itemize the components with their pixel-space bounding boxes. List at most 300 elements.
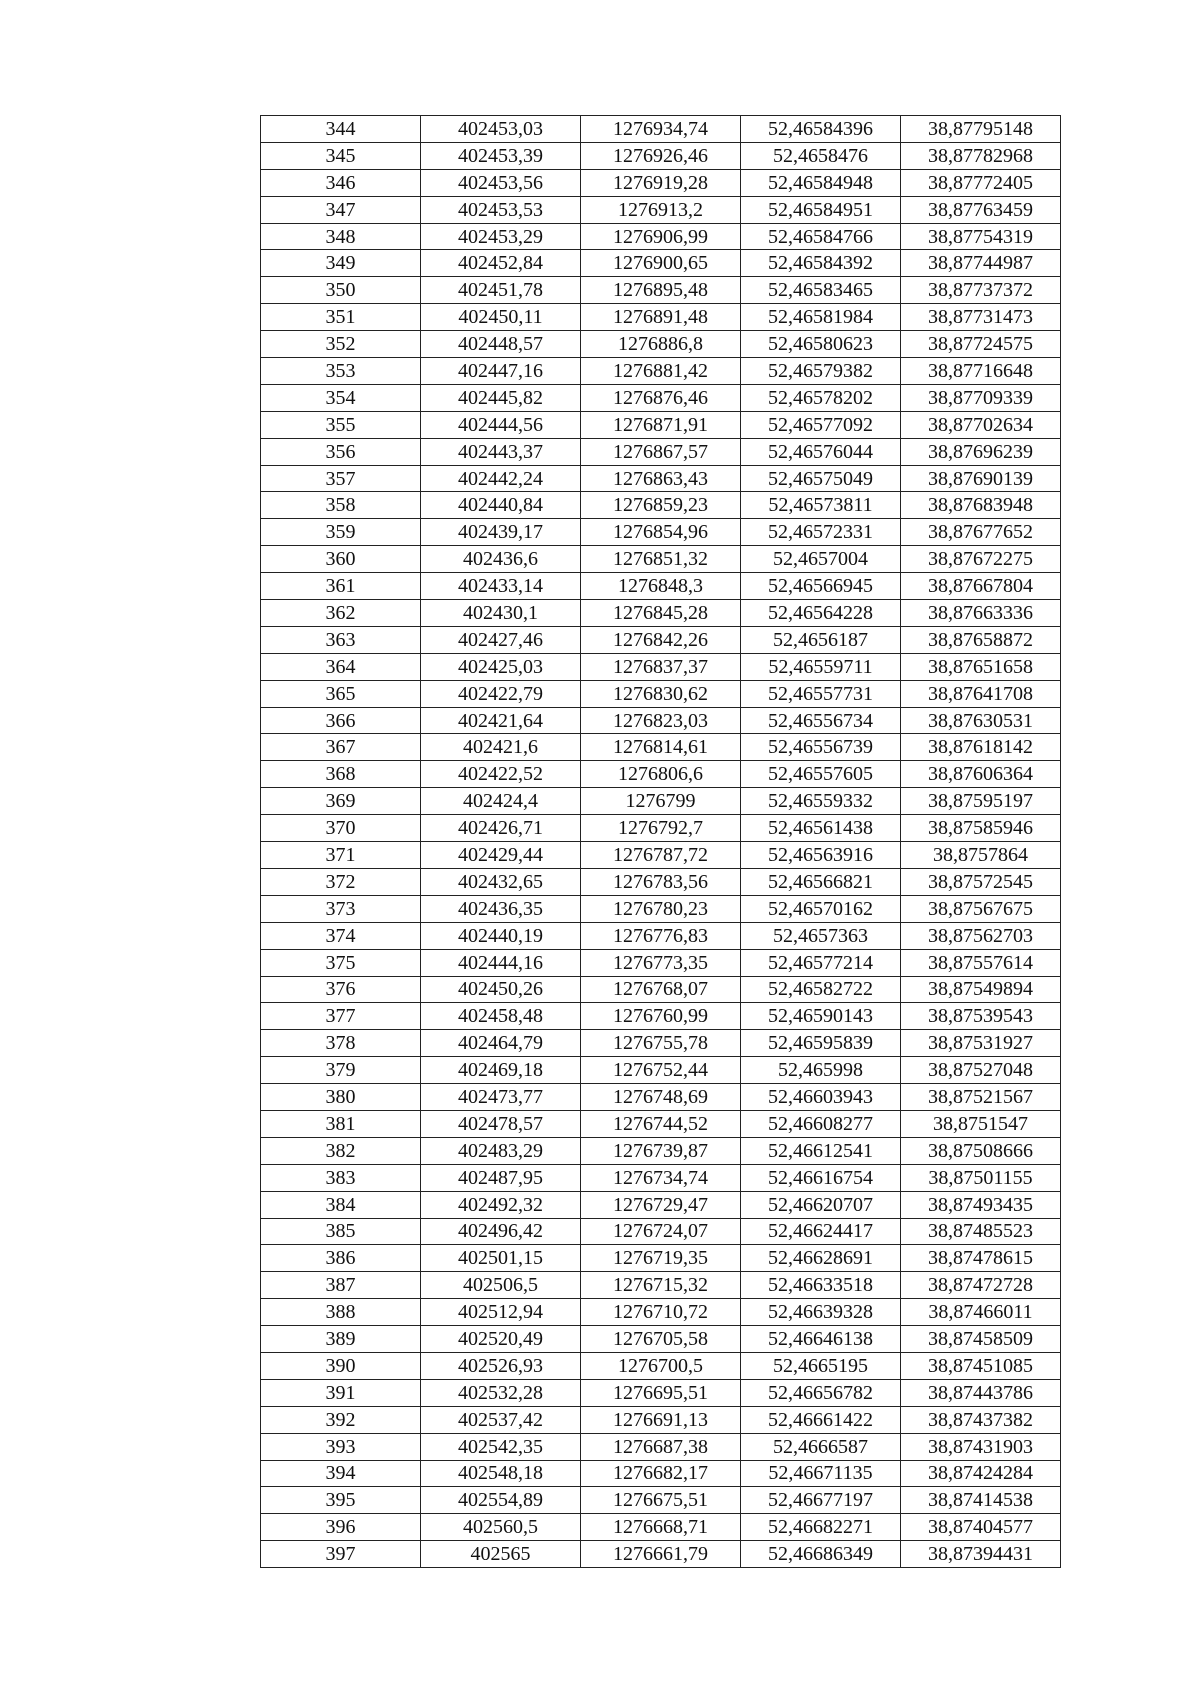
point-number-cell: 346 — [261, 169, 421, 196]
table-row — [261, 895, 1061, 922]
table-row — [261, 842, 1061, 869]
x-coordinate-cell: 402453,53 — [421, 196, 581, 223]
point-number-cell: 356 — [261, 438, 421, 465]
point-number-cell: 363 — [261, 626, 421, 653]
table-row — [261, 1487, 1061, 1514]
point-number-cell: 377 — [261, 1003, 421, 1030]
point-number-cell: 365 — [261, 680, 421, 707]
table-row — [261, 922, 1061, 949]
x-coordinate-cell: 402432,65 — [421, 868, 581, 895]
longitude-cell: 38,87508666 — [901, 1137, 1061, 1164]
table-row — [261, 815, 1061, 842]
table-row — [261, 1084, 1061, 1111]
table-row — [261, 546, 1061, 573]
x-coordinate-cell: 402436,35 — [421, 895, 581, 922]
latitude-cell: 52,46578202 — [741, 384, 901, 411]
longitude-cell: 38,87618142 — [901, 734, 1061, 761]
point-number-cell: 382 — [261, 1137, 421, 1164]
point-number-cell: 395 — [261, 1487, 421, 1514]
x-coordinate-cell: 402422,79 — [421, 680, 581, 707]
longitude-cell: 38,87702634 — [901, 411, 1061, 438]
longitude-cell: 38,87521567 — [901, 1084, 1061, 1111]
point-number-cell: 381 — [261, 1110, 421, 1137]
y-coordinate-cell: 1276934,74 — [581, 116, 741, 143]
x-coordinate-cell: 402453,03 — [421, 116, 581, 143]
y-coordinate-cell: 1276744,52 — [581, 1110, 741, 1137]
longitude-cell: 38,87667804 — [901, 573, 1061, 600]
longitude-cell: 38,87677652 — [901, 519, 1061, 546]
table-row — [261, 600, 1061, 627]
y-coordinate-cell: 1276748,69 — [581, 1084, 741, 1111]
table-row — [261, 438, 1061, 465]
x-coordinate-cell: 402440,19 — [421, 922, 581, 949]
longitude-cell: 38,87772405 — [901, 169, 1061, 196]
y-coordinate-cell: 1276668,71 — [581, 1514, 741, 1541]
point-number-cell: 386 — [261, 1245, 421, 1272]
point-number-cell: 352 — [261, 331, 421, 358]
y-coordinate-cell: 1276799 — [581, 788, 741, 815]
point-number-cell: 351 — [261, 304, 421, 331]
x-coordinate-cell: 402492,32 — [421, 1191, 581, 1218]
point-number-cell: 380 — [261, 1084, 421, 1111]
longitude-cell: 38,87744987 — [901, 250, 1061, 277]
latitude-cell: 52,46564228 — [741, 600, 901, 627]
table-row — [261, 142, 1061, 169]
y-coordinate-cell: 1276715,32 — [581, 1272, 741, 1299]
x-coordinate-cell: 402496,42 — [421, 1218, 581, 1245]
longitude-cell: 38,87431903 — [901, 1433, 1061, 1460]
x-coordinate-cell: 402444,56 — [421, 411, 581, 438]
y-coordinate-cell: 1276886,8 — [581, 331, 741, 358]
latitude-cell: 52,46686349 — [741, 1541, 901, 1568]
table-row — [261, 1164, 1061, 1191]
y-coordinate-cell: 1276842,26 — [581, 626, 741, 653]
point-number-cell: 384 — [261, 1191, 421, 1218]
latitude-cell: 52,46633518 — [741, 1272, 901, 1299]
y-coordinate-cell: 1276900,65 — [581, 250, 741, 277]
y-coordinate-cell: 1276848,3 — [581, 573, 741, 600]
table-row — [261, 1379, 1061, 1406]
latitude-cell: 52,46603943 — [741, 1084, 901, 1111]
table-row — [261, 1433, 1061, 1460]
x-coordinate-cell: 402443,37 — [421, 438, 581, 465]
longitude-cell: 38,87394431 — [901, 1541, 1061, 1568]
longitude-cell: 38,87737372 — [901, 277, 1061, 304]
longitude-cell: 38,87557614 — [901, 949, 1061, 976]
x-coordinate-cell: 402447,16 — [421, 358, 581, 385]
x-coordinate-cell: 402448,57 — [421, 331, 581, 358]
longitude-cell: 38,87451085 — [901, 1352, 1061, 1379]
latitude-cell: 52,46639328 — [741, 1299, 901, 1326]
point-number-cell: 345 — [261, 142, 421, 169]
latitude-cell: 52,46646138 — [741, 1326, 901, 1353]
point-number-cell: 347 — [261, 196, 421, 223]
table-row — [261, 1218, 1061, 1245]
x-coordinate-cell: 402440,84 — [421, 492, 581, 519]
x-coordinate-cell: 402520,49 — [421, 1326, 581, 1353]
longitude-cell: 38,87527048 — [901, 1057, 1061, 1084]
point-number-cell: 397 — [261, 1541, 421, 1568]
point-number-cell: 359 — [261, 519, 421, 546]
x-coordinate-cell: 402473,77 — [421, 1084, 581, 1111]
longitude-cell: 38,87630531 — [901, 707, 1061, 734]
table-row — [261, 1030, 1061, 1057]
y-coordinate-cell: 1276710,72 — [581, 1299, 741, 1326]
latitude-cell: 52,46608277 — [741, 1110, 901, 1137]
latitude-cell: 52,46566821 — [741, 868, 901, 895]
point-number-cell: 378 — [261, 1030, 421, 1057]
point-number-cell: 358 — [261, 492, 421, 519]
y-coordinate-cell: 1276806,6 — [581, 761, 741, 788]
x-coordinate-cell: 402548,18 — [421, 1460, 581, 1487]
x-coordinate-cell: 402429,44 — [421, 842, 581, 869]
y-coordinate-cell: 1276780,23 — [581, 895, 741, 922]
x-coordinate-cell: 402532,28 — [421, 1379, 581, 1406]
longitude-cell: 38,87683948 — [901, 492, 1061, 519]
y-coordinate-cell: 1276700,5 — [581, 1352, 741, 1379]
y-coordinate-cell: 1276906,99 — [581, 223, 741, 250]
y-coordinate-cell: 1276705,58 — [581, 1326, 741, 1353]
longitude-cell: 38,87531927 — [901, 1030, 1061, 1057]
latitude-cell: 52,46557731 — [741, 680, 901, 707]
x-coordinate-cell: 402425,03 — [421, 653, 581, 680]
table-row — [261, 680, 1061, 707]
point-number-cell: 344 — [261, 116, 421, 143]
latitude-cell: 52,46616754 — [741, 1164, 901, 1191]
longitude-cell: 38,87485523 — [901, 1218, 1061, 1245]
x-coordinate-cell: 402560,5 — [421, 1514, 581, 1541]
table-row — [261, 707, 1061, 734]
latitude-cell: 52,46590143 — [741, 1003, 901, 1030]
x-coordinate-cell: 402554,89 — [421, 1487, 581, 1514]
table-row — [261, 1110, 1061, 1137]
table-row — [261, 304, 1061, 331]
table-row — [261, 465, 1061, 492]
x-coordinate-cell: 402424,4 — [421, 788, 581, 815]
x-coordinate-cell: 402436,6 — [421, 546, 581, 573]
point-number-cell: 391 — [261, 1379, 421, 1406]
longitude-cell: 38,87709339 — [901, 384, 1061, 411]
latitude-cell: 52,46628691 — [741, 1245, 901, 1272]
point-number-cell: 371 — [261, 842, 421, 869]
x-coordinate-cell: 402453,29 — [421, 223, 581, 250]
x-coordinate-cell: 402542,35 — [421, 1433, 581, 1460]
x-coordinate-cell: 402478,57 — [421, 1110, 581, 1137]
longitude-cell: 38,87478615 — [901, 1245, 1061, 1272]
point-number-cell: 385 — [261, 1218, 421, 1245]
longitude-cell: 38,8751547 — [901, 1110, 1061, 1137]
table-row — [261, 331, 1061, 358]
x-coordinate-cell: 402512,94 — [421, 1299, 581, 1326]
table-row — [261, 411, 1061, 438]
point-number-cell: 393 — [261, 1433, 421, 1460]
point-number-cell: 366 — [261, 707, 421, 734]
table-row — [261, 250, 1061, 277]
x-coordinate-cell: 402422,52 — [421, 761, 581, 788]
longitude-cell: 38,87458509 — [901, 1326, 1061, 1353]
y-coordinate-cell: 1276871,91 — [581, 411, 741, 438]
longitude-cell: 38,8757864 — [901, 842, 1061, 869]
longitude-cell: 38,87754319 — [901, 223, 1061, 250]
longitude-cell: 38,87782968 — [901, 142, 1061, 169]
x-coordinate-cell: 402452,84 — [421, 250, 581, 277]
point-number-cell: 362 — [261, 600, 421, 627]
longitude-cell: 38,87690139 — [901, 465, 1061, 492]
point-number-cell: 349 — [261, 250, 421, 277]
table-row — [261, 1299, 1061, 1326]
latitude-cell: 52,46570162 — [741, 895, 901, 922]
longitude-cell: 38,87404577 — [901, 1514, 1061, 1541]
longitude-cell: 38,87663336 — [901, 600, 1061, 627]
y-coordinate-cell: 1276859,23 — [581, 492, 741, 519]
table-row — [261, 1460, 1061, 1487]
y-coordinate-cell: 1276675,51 — [581, 1487, 741, 1514]
y-coordinate-cell: 1276913,2 — [581, 196, 741, 223]
x-coordinate-cell: 402458,48 — [421, 1003, 581, 1030]
y-coordinate-cell: 1276776,83 — [581, 922, 741, 949]
point-number-cell: 372 — [261, 868, 421, 895]
point-number-cell: 387 — [261, 1272, 421, 1299]
latitude-cell: 52,4665195 — [741, 1352, 901, 1379]
y-coordinate-cell: 1276691,13 — [581, 1406, 741, 1433]
point-number-cell: 354 — [261, 384, 421, 411]
latitude-cell: 52,46584948 — [741, 169, 901, 196]
latitude-cell: 52,46656782 — [741, 1379, 901, 1406]
y-coordinate-cell: 1276734,74 — [581, 1164, 741, 1191]
longitude-cell: 38,87567675 — [901, 895, 1061, 922]
longitude-cell: 38,87651658 — [901, 653, 1061, 680]
latitude-cell: 52,46584951 — [741, 196, 901, 223]
x-coordinate-cell: 402445,82 — [421, 384, 581, 411]
point-number-cell: 379 — [261, 1057, 421, 1084]
latitude-cell: 52,4656187 — [741, 626, 901, 653]
y-coordinate-cell: 1276787,72 — [581, 842, 741, 869]
longitude-cell: 38,87414538 — [901, 1487, 1061, 1514]
table-row — [261, 1514, 1061, 1541]
x-coordinate-cell: 402501,15 — [421, 1245, 581, 1272]
point-number-cell: 390 — [261, 1352, 421, 1379]
latitude-cell: 52,46566945 — [741, 573, 901, 600]
point-number-cell: 396 — [261, 1514, 421, 1541]
latitude-cell: 52,46559711 — [741, 653, 901, 680]
latitude-cell: 52,46577214 — [741, 949, 901, 976]
latitude-cell: 52,46561438 — [741, 815, 901, 842]
latitude-cell: 52,46576044 — [741, 438, 901, 465]
point-number-cell: 360 — [261, 546, 421, 573]
table-row — [261, 116, 1061, 143]
y-coordinate-cell: 1276719,35 — [581, 1245, 741, 1272]
table-row — [261, 1003, 1061, 1030]
longitude-cell: 38,87472728 — [901, 1272, 1061, 1299]
point-number-cell: 389 — [261, 1326, 421, 1353]
longitude-cell: 38,87493435 — [901, 1191, 1061, 1218]
table-row — [261, 384, 1061, 411]
latitude-cell: 52,46573811 — [741, 492, 901, 519]
point-number-cell: 370 — [261, 815, 421, 842]
latitude-cell: 52,46556734 — [741, 707, 901, 734]
longitude-cell: 38,87595197 — [901, 788, 1061, 815]
latitude-cell: 52,46582722 — [741, 976, 901, 1003]
x-coordinate-cell: 402421,64 — [421, 707, 581, 734]
point-number-cell: 374 — [261, 922, 421, 949]
latitude-cell: 52,46559332 — [741, 788, 901, 815]
table-row — [261, 1272, 1061, 1299]
point-number-cell: 357 — [261, 465, 421, 492]
point-number-cell: 394 — [261, 1460, 421, 1487]
table-row — [261, 169, 1061, 196]
longitude-cell: 38,87696239 — [901, 438, 1061, 465]
x-coordinate-cell: 402537,42 — [421, 1406, 581, 1433]
longitude-cell: 38,87501155 — [901, 1164, 1061, 1191]
table-row — [261, 949, 1061, 976]
table-row — [261, 492, 1061, 519]
y-coordinate-cell: 1276695,51 — [581, 1379, 741, 1406]
x-coordinate-cell: 402427,46 — [421, 626, 581, 653]
x-coordinate-cell: 402565 — [421, 1541, 581, 1568]
y-coordinate-cell: 1276792,7 — [581, 815, 741, 842]
latitude-cell: 52,46572331 — [741, 519, 901, 546]
longitude-cell: 38,87539543 — [901, 1003, 1061, 1030]
point-number-cell: 373 — [261, 895, 421, 922]
table-row — [261, 626, 1061, 653]
point-number-cell: 367 — [261, 734, 421, 761]
table-row — [261, 761, 1061, 788]
latitude-cell: 52,46580623 — [741, 331, 901, 358]
point-number-cell: 355 — [261, 411, 421, 438]
y-coordinate-cell: 1276823,03 — [581, 707, 741, 734]
y-coordinate-cell: 1276739,87 — [581, 1137, 741, 1164]
x-coordinate-cell: 402483,29 — [421, 1137, 581, 1164]
latitude-cell: 52,4657004 — [741, 546, 901, 573]
latitude-cell: 52,46624417 — [741, 1218, 901, 1245]
latitude-cell: 52,46563916 — [741, 842, 901, 869]
x-coordinate-cell: 402433,14 — [421, 573, 581, 600]
y-coordinate-cell: 1276752,44 — [581, 1057, 741, 1084]
latitude-cell: 52,46682271 — [741, 1514, 901, 1541]
table-row — [261, 519, 1061, 546]
longitude-cell: 38,87716648 — [901, 358, 1061, 385]
x-coordinate-cell: 402430,1 — [421, 600, 581, 627]
y-coordinate-cell: 1276845,28 — [581, 600, 741, 627]
y-coordinate-cell: 1276687,38 — [581, 1433, 741, 1460]
latitude-cell: 52,46579382 — [741, 358, 901, 385]
longitude-cell: 38,87731473 — [901, 304, 1061, 331]
longitude-cell: 38,87658872 — [901, 626, 1061, 653]
x-coordinate-cell: 402469,18 — [421, 1057, 581, 1084]
table-row — [261, 734, 1061, 761]
latitude-cell: 52,46557605 — [741, 761, 901, 788]
x-coordinate-cell: 402426,71 — [421, 815, 581, 842]
point-number-cell: 392 — [261, 1406, 421, 1433]
latitude-cell: 52,46584766 — [741, 223, 901, 250]
table-row — [261, 1245, 1061, 1272]
x-coordinate-cell: 402453,56 — [421, 169, 581, 196]
latitude-cell: 52,46575049 — [741, 465, 901, 492]
y-coordinate-cell: 1276891,48 — [581, 304, 741, 331]
table-row — [261, 653, 1061, 680]
latitude-cell: 52,46595839 — [741, 1030, 901, 1057]
x-coordinate-cell: 402444,16 — [421, 949, 581, 976]
longitude-cell: 38,87606364 — [901, 761, 1061, 788]
y-coordinate-cell: 1276783,56 — [581, 868, 741, 895]
latitude-cell: 52,46677197 — [741, 1487, 901, 1514]
point-number-cell: 368 — [261, 761, 421, 788]
longitude-cell: 38,87424284 — [901, 1460, 1061, 1487]
longitude-cell: 38,87562703 — [901, 922, 1061, 949]
y-coordinate-cell: 1276895,48 — [581, 277, 741, 304]
table-row — [261, 1137, 1061, 1164]
y-coordinate-cell: 1276768,07 — [581, 976, 741, 1003]
y-coordinate-cell: 1276755,78 — [581, 1030, 741, 1057]
point-number-cell: 369 — [261, 788, 421, 815]
x-coordinate-cell: 402442,24 — [421, 465, 581, 492]
table-row — [261, 1191, 1061, 1218]
longitude-cell: 38,87795148 — [901, 116, 1061, 143]
table-row — [261, 1541, 1061, 1568]
longitude-cell: 38,87763459 — [901, 196, 1061, 223]
table-row — [261, 788, 1061, 815]
y-coordinate-cell: 1276773,35 — [581, 949, 741, 976]
y-coordinate-cell: 1276729,47 — [581, 1191, 741, 1218]
point-number-cell: 350 — [261, 277, 421, 304]
latitude-cell: 52,46584396 — [741, 116, 901, 143]
latitude-cell: 52,46661422 — [741, 1406, 901, 1433]
longitude-cell: 38,87585946 — [901, 815, 1061, 842]
x-coordinate-cell: 402451,78 — [421, 277, 581, 304]
table-row — [261, 196, 1061, 223]
longitude-cell: 38,87724575 — [901, 331, 1061, 358]
longitude-cell: 38,87443786 — [901, 1379, 1061, 1406]
latitude-cell: 52,465998 — [741, 1057, 901, 1084]
latitude-cell: 52,46577092 — [741, 411, 901, 438]
coordinates-table — [260, 115, 1061, 1568]
point-number-cell: 383 — [261, 1164, 421, 1191]
latitude-cell: 52,46671135 — [741, 1460, 901, 1487]
point-number-cell: 348 — [261, 223, 421, 250]
x-coordinate-cell: 402450,11 — [421, 304, 581, 331]
longitude-cell: 38,87549894 — [901, 976, 1061, 1003]
latitude-cell: 52,4657363 — [741, 922, 901, 949]
y-coordinate-cell: 1276854,96 — [581, 519, 741, 546]
y-coordinate-cell: 1276863,43 — [581, 465, 741, 492]
x-coordinate-cell: 402487,95 — [421, 1164, 581, 1191]
x-coordinate-cell: 402439,17 — [421, 519, 581, 546]
latitude-cell: 52,46584392 — [741, 250, 901, 277]
latitude-cell: 52,46620707 — [741, 1191, 901, 1218]
x-coordinate-cell: 402453,39 — [421, 142, 581, 169]
table-row — [261, 976, 1061, 1003]
y-coordinate-cell: 1276837,37 — [581, 653, 741, 680]
latitude-cell: 52,4658476 — [741, 142, 901, 169]
coordinates-table-body — [261, 116, 1061, 1568]
y-coordinate-cell: 1276830,62 — [581, 680, 741, 707]
table-row — [261, 277, 1061, 304]
latitude-cell: 52,46581984 — [741, 304, 901, 331]
table-row — [261, 1057, 1061, 1084]
latitude-cell: 52,46612541 — [741, 1137, 901, 1164]
latitude-cell: 52,46556739 — [741, 734, 901, 761]
longitude-cell: 38,87572545 — [901, 868, 1061, 895]
longitude-cell: 38,87641708 — [901, 680, 1061, 707]
point-number-cell: 353 — [261, 358, 421, 385]
table-row — [261, 868, 1061, 895]
table-row — [261, 1326, 1061, 1353]
y-coordinate-cell: 1276682,17 — [581, 1460, 741, 1487]
y-coordinate-cell: 1276876,46 — [581, 384, 741, 411]
y-coordinate-cell: 1276919,28 — [581, 169, 741, 196]
point-number-cell: 376 — [261, 976, 421, 1003]
longitude-cell: 38,87672275 — [901, 546, 1061, 573]
